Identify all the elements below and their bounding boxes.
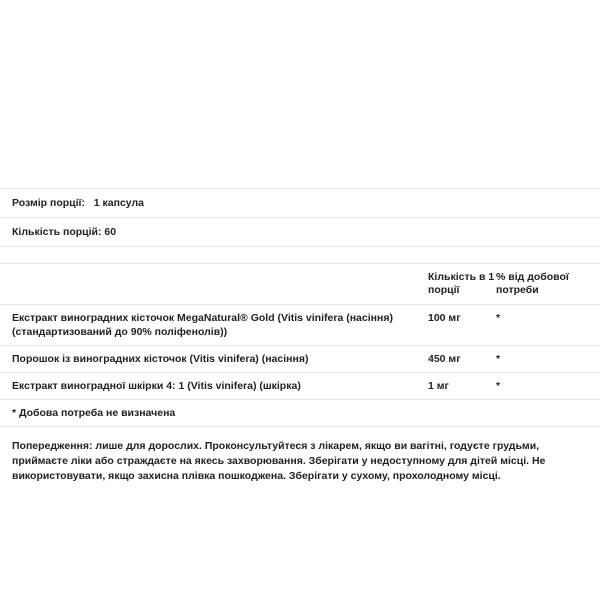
ingredient-amount: 1 мг — [428, 380, 449, 392]
ingredient-daily-value: * — [496, 380, 501, 392]
ingredient-daily-value: * — [496, 312, 501, 324]
warning-text: Попередження: лише для дорослих. Проконсультуйтеся з лікарем, якщо ви вагітні, годуєте грудьми, приймаєте ліки або страждаєте на якесь захворювання. Зберігати у недоступному для дітей місці. Не використовувати, якщо захисна плівка пошкоджена. Зберігати у сухому, прохолодному місці. — [12, 440, 546, 482]
header-amount-per-serving: Кількість в 1 порції — [428, 271, 495, 296]
servings-count-label: Кількість порцій: 60 — [12, 226, 117, 238]
ingredient-daily-value: * — [496, 353, 501, 365]
section-spacer — [0, 247, 600, 263]
serving-size-value: 1 капсула — [93, 197, 144, 209]
table-row — [0, 305, 600, 345]
ingredient-name: Екстракт виноградних кісточок MegaNatural® Gold (Vitis vinifera (насіння) (стандартизований до 90% поліфенолів)) — [12, 312, 393, 338]
serving-size-row — [0, 189, 600, 217]
ingredient-amount: 100 мг — [428, 312, 461, 324]
table-row — [0, 346, 600, 372]
daily-value-footnote: * Добова потреба не визначена — [12, 407, 176, 419]
table-header-row — [0, 264, 600, 304]
serving-size-text — [0, 196, 144, 210]
ingredient-amount: 450 мг — [428, 353, 461, 365]
serving-size-label: Розмір порції: — [12, 197, 85, 209]
servings-count-row — [0, 218, 600, 246]
table-row — [0, 373, 600, 399]
header-daily-value: % від добової потреби — [496, 271, 569, 296]
ingredient-name: Порошок із виноградних кісточок (Vitis vinifera) (насіння) — [12, 353, 309, 365]
supplement-facts-panel — [0, 188, 600, 484]
ingredient-name: Екстракт виноградної шкірки 4: 1 (Vitis vinifera) (шкірка) — [12, 380, 301, 392]
